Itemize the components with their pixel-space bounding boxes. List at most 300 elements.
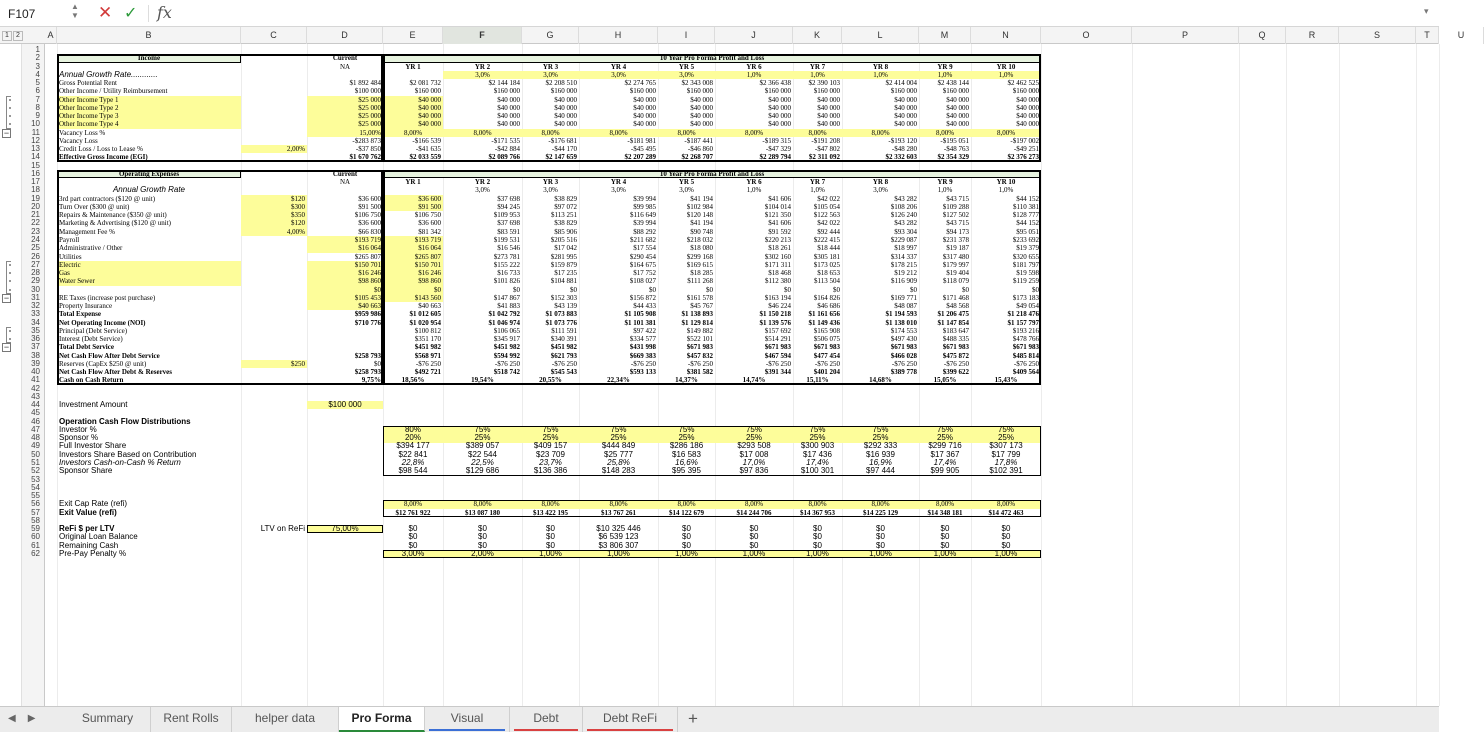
row-header[interactable]: 58: [31, 515, 40, 525]
year-value[interactable]: -$76 250: [1013, 359, 1039, 368]
year-value[interactable]: 8,00%: [842, 129, 919, 137]
name-box-stepper-icon[interactable]: ▲ ▼: [71, 2, 79, 20]
year-value[interactable]: $91 500: [383, 203, 443, 211]
year-value[interactable]: $143 560: [383, 294, 443, 302]
year-value[interactable]: $109 288: [942, 202, 969, 211]
year-value[interactable]: $173 025: [813, 260, 840, 269]
refi-value[interactable]: $0: [408, 524, 418, 534]
year-value[interactable]: $101 826: [493, 277, 520, 286]
refi-value[interactable]: 1,00%: [658, 550, 715, 558]
tab-debt-refi[interactable]: [583, 707, 678, 732]
year-value[interactable]: $152 303: [550, 293, 577, 302]
refi-value[interactable]: $0: [478, 540, 487, 550]
year-value[interactable]: $40 000: [1016, 95, 1039, 104]
year-value[interactable]: $18 653: [817, 269, 840, 278]
distribution-value[interactable]: 25%: [919, 434, 971, 442]
year-value[interactable]: $104 881: [550, 277, 577, 286]
year-header[interactable]: YR 5: [678, 62, 695, 71]
distribution-value[interactable]: $25 777: [604, 449, 633, 459]
year-value[interactable]: $568 971: [414, 351, 441, 360]
year-value[interactable]: $2 332 603: [885, 153, 917, 162]
year-value[interactable]: $1 157 797: [1007, 318, 1039, 327]
year-header[interactable]: YR 8: [872, 62, 889, 71]
row-header[interactable]: 12: [31, 135, 40, 145]
year-value[interactable]: $231 378: [942, 235, 969, 244]
year-value[interactable]: $44 152: [1016, 219, 1039, 228]
distribution-value[interactable]: $148 283: [601, 466, 636, 476]
refi-value[interactable]: $0: [546, 532, 555, 542]
year-value[interactable]: 20,55%: [539, 376, 562, 385]
year-value[interactable]: -$49 251: [1013, 145, 1039, 154]
refi-value[interactable]: $6 539 123: [598, 532, 639, 542]
row-header[interactable]: 44: [31, 400, 40, 410]
row-label[interactable]: Credit Loss / Loss to Lease %: [59, 145, 143, 154]
distribution-value[interactable]: $300 903: [800, 441, 835, 451]
refi-value[interactable]: $0: [940, 532, 950, 542]
column-header-j[interactable]: J: [715, 27, 793, 44]
row-label[interactable]: Exit Cap Rate (refi): [59, 499, 128, 509]
year-value[interactable]: $671 983: [764, 343, 791, 352]
distribution-value[interactable]: 25%: [658, 434, 715, 442]
row-label[interactable]: Pre-Pay Penalty %: [59, 548, 127, 558]
year-value[interactable]: $40 000: [690, 112, 713, 121]
year-value[interactable]: $169 615: [686, 260, 713, 269]
exit-value[interactable]: 8,00%: [919, 500, 971, 508]
year-value[interactable]: $18 997: [894, 244, 917, 253]
row-label[interactable]: Turn Over ($300 @ unit): [59, 202, 130, 211]
distribution-value[interactable]: 75%: [658, 426, 715, 434]
year-value[interactable]: $593 133: [629, 368, 656, 377]
row-header[interactable]: 40: [31, 367, 40, 377]
year-value[interactable]: -$76 250: [687, 359, 713, 368]
current-value[interactable]: $106 750: [354, 211, 381, 220]
year-value[interactable]: $40 000: [690, 120, 713, 129]
column-header-b[interactable]: B: [57, 27, 241, 44]
outline-level-2-button[interactable]: 2: [13, 31, 23, 41]
year-value[interactable]: $302 160: [764, 252, 791, 261]
year-value[interactable]: 14,37%: [675, 376, 698, 385]
current-value[interactable]: $0: [374, 359, 381, 368]
row-header[interactable]: 29: [31, 276, 40, 286]
year-value[interactable]: -$166 539: [412, 136, 441, 145]
year-value[interactable]: $518 742: [493, 368, 520, 377]
row-header[interactable]: 17: [31, 177, 40, 187]
exit-value[interactable]: 8,00%: [522, 500, 579, 508]
year-value[interactable]: $351 170: [414, 335, 441, 344]
year-value[interactable]: $16 546: [497, 244, 520, 253]
year-value[interactable]: $163 194: [764, 293, 791, 302]
year-value[interactable]: $94 245: [497, 202, 520, 211]
distribution-value[interactable]: 75%: [971, 426, 1041, 434]
tab-debt[interactable]: [510, 707, 583, 732]
row-header[interactable]: 25: [31, 243, 40, 253]
year-value[interactable]: $621 793: [550, 351, 577, 360]
exit-value[interactable]: 8,00%: [793, 500, 842, 508]
row-header[interactable]: 15: [31, 160, 40, 170]
distribution-value[interactable]: 17,4%: [933, 458, 957, 467]
column-header-l[interactable]: L: [842, 27, 919, 44]
year-value[interactable]: $44 152: [1016, 194, 1039, 203]
year-value[interactable]: $165 908: [813, 326, 840, 335]
exit-value[interactable]: $13 422 195: [533, 508, 568, 517]
year-value[interactable]: $183 647: [942, 326, 969, 335]
growth-rate[interactable]: 3,0%: [522, 71, 579, 79]
year-value[interactable]: $2 033 559: [409, 153, 441, 162]
current-value[interactable]: $25 000: [307, 96, 383, 104]
year-value[interactable]: $40 000: [690, 95, 713, 104]
row-label[interactable]: ReFi $ per LTV: [59, 524, 115, 534]
year-header[interactable]: YR 4: [610, 62, 627, 71]
tab-summary[interactable]: [65, 707, 151, 732]
refi-value[interactable]: $10 325 446: [596, 524, 641, 534]
pro-forma-title[interactable]: 10 Year Pro Forma Profit and Loss: [659, 54, 765, 63]
exit-value[interactable]: 8,00%: [579, 500, 658, 508]
row-label[interactable]: Other Income Type 4: [57, 120, 241, 128]
year-value[interactable]: $466 028: [890, 351, 917, 360]
year-value[interactable]: $1 042 792: [488, 310, 520, 319]
row-label[interactable]: Repairs & Maintenance ($350 @ unit): [59, 211, 167, 220]
growth-rate[interactable]: 3,0%: [543, 186, 558, 195]
year-value[interactable]: $488 335: [942, 335, 969, 344]
row-label[interactable]: 3rd part contractors ($120 @ unit): [59, 194, 156, 203]
row-header[interactable]: 7: [35, 94, 40, 104]
row-label[interactable]: Net Cash Flow After Debt Service: [59, 351, 160, 360]
year-value[interactable]: $40 000: [554, 95, 577, 104]
year-value[interactable]: $40 000: [946, 103, 969, 112]
row-label[interactable]: Investors Cash-on-Cash % Return: [59, 458, 181, 467]
year-value[interactable]: $229 087: [890, 235, 917, 244]
year-value[interactable]: $669 383: [629, 351, 656, 360]
year-value[interactable]: $17 554: [633, 244, 656, 253]
current-value[interactable]: -$283 873: [352, 136, 381, 145]
year-value[interactable]: -$46 860: [687, 145, 713, 154]
refi-value[interactable]: $0: [813, 532, 822, 542]
growth-rate[interactable]: 1,0%: [998, 186, 1014, 195]
year-value[interactable]: $506 075: [813, 335, 840, 344]
year-value[interactable]: $2 144 184: [488, 79, 520, 88]
row-label[interactable]: Exit Value (refi): [59, 507, 117, 517]
year-value[interactable]: $1 012 605: [409, 310, 441, 319]
distribution-value[interactable]: 25%: [715, 434, 793, 442]
year-value[interactable]: $0: [962, 285, 969, 294]
year-value[interactable]: $160 000: [813, 87, 840, 96]
current-value[interactable]: $710 776: [354, 318, 381, 327]
year-value[interactable]: $19 187: [946, 244, 969, 253]
row-label[interactable]: Net Cash Flow After Debt & Reserves: [59, 368, 173, 377]
year-value[interactable]: $205 516: [550, 235, 577, 244]
year-value[interactable]: $17 042: [554, 244, 577, 253]
exit-value[interactable]: $14 225 129: [863, 508, 898, 517]
current-value[interactable]: $258 793: [354, 368, 381, 377]
row-label[interactable]: Effective Gross Income (EGI): [59, 153, 148, 162]
row-header[interactable]: 5: [35, 78, 40, 88]
exit-value[interactable]: $14 348 181: [927, 508, 963, 517]
row-label[interactable]: Sponsor %: [59, 433, 99, 443]
row-header[interactable]: 36: [31, 334, 40, 344]
row-header[interactable]: 30: [31, 284, 40, 294]
year-value[interactable]: $0: [833, 285, 840, 294]
year-value[interactable]: $38 829: [554, 219, 577, 228]
year-value[interactable]: $44 433: [633, 302, 656, 311]
year-value[interactable]: $46 224: [768, 302, 791, 311]
year-value[interactable]: $126 240: [890, 211, 917, 220]
growth-rate[interactable]: 1,0%: [971, 71, 1041, 79]
growth-rate[interactable]: 3,0%: [611, 186, 626, 195]
year-value[interactable]: $40 000: [690, 103, 713, 112]
year-value[interactable]: $120 148: [686, 211, 713, 220]
year-value[interactable]: $2 438 144: [937, 79, 969, 88]
outline-level-1-button[interactable]: 1: [2, 31, 12, 41]
year-value[interactable]: $46 686: [817, 302, 840, 311]
year-value[interactable]: $160 000: [414, 87, 441, 96]
growth-rate[interactable]: 1,0%: [746, 186, 762, 195]
column-header-a[interactable]: A: [45, 27, 57, 44]
year-value[interactable]: $497 430: [890, 335, 917, 344]
row-header[interactable]: 39: [31, 358, 40, 368]
tab-pro-forma[interactable]: [339, 707, 425, 732]
year-value[interactable]: $156 872: [629, 293, 656, 302]
year-value[interactable]: $160 000: [493, 87, 520, 96]
year-value[interactable]: $95 051: [1016, 227, 1039, 236]
year-value[interactable]: $2 207 289: [624, 153, 656, 162]
distribution-value[interactable]: $22 544: [468, 449, 497, 459]
year-value[interactable]: $164 826: [813, 293, 840, 302]
current-value[interactable]: $1 892 484: [349, 79, 381, 88]
distribution-value[interactable]: $293 508: [737, 441, 771, 451]
year-value[interactable]: 8,00%: [383, 129, 443, 137]
refi-value[interactable]: $0: [813, 524, 822, 534]
year-value[interactable]: $121 350: [764, 211, 791, 220]
year-value[interactable]: 8,00%: [658, 129, 715, 137]
year-value[interactable]: $43 282: [894, 219, 917, 228]
current-value[interactable]: $98 860: [307, 277, 383, 285]
distribution-value[interactable]: 80%: [383, 426, 443, 434]
row-header[interactable]: 57: [31, 507, 40, 517]
year-value[interactable]: $594 992: [493, 351, 520, 360]
row-header[interactable]: 4: [35, 69, 40, 79]
year-value[interactable]: $91 592: [768, 227, 791, 236]
year-value[interactable]: $1 138 893: [681, 310, 713, 319]
refi-value[interactable]: $0: [749, 532, 759, 542]
year-value[interactable]: $40 000: [946, 120, 969, 129]
distribution-value[interactable]: 75%: [522, 426, 579, 434]
row-header[interactable]: 61: [31, 540, 40, 550]
refi-value[interactable]: $0: [940, 524, 950, 534]
input-cell[interactable]: $300: [241, 203, 307, 211]
year-value[interactable]: $340 391: [550, 335, 577, 344]
row-header[interactable]: 24: [31, 234, 40, 244]
row-header[interactable]: 18: [31, 185, 40, 195]
year-value[interactable]: $1 161 656: [808, 310, 840, 319]
year-value[interactable]: $40 000: [768, 120, 791, 129]
refi-value[interactable]: 1,00%: [971, 550, 1041, 558]
year-value[interactable]: $109 953: [493, 211, 520, 220]
refi-value[interactable]: $0: [876, 524, 885, 534]
year-value[interactable]: $0: [706, 285, 713, 294]
year-value[interactable]: $1 073 883: [545, 310, 577, 319]
row-header[interactable]: 6: [35, 86, 40, 96]
year-value[interactable]: $2 147 659: [545, 153, 577, 162]
year-value[interactable]: $41 194: [690, 219, 713, 228]
year-header[interactable]: YR 8: [872, 178, 889, 187]
year-value[interactable]: -$76 250: [551, 359, 577, 368]
year-value[interactable]: $102 984: [686, 202, 713, 211]
row-header[interactable]: 54: [31, 482, 40, 492]
refi-value[interactable]: $0: [1001, 532, 1011, 542]
row-header[interactable]: 31: [31, 292, 40, 302]
row-header[interactable]: 33: [31, 309, 40, 319]
year-value[interactable]: $40 000: [817, 112, 840, 121]
growth-rate[interactable]: 1,0%: [919, 71, 971, 79]
year-value[interactable]: -$76 250: [415, 359, 441, 368]
year-value[interactable]: $116 909: [891, 277, 917, 286]
year-value[interactable]: $2 311 092: [808, 153, 840, 162]
row-label[interactable]: Other Income Type 2: [57, 104, 241, 112]
column-header-u[interactable]: U: [1439, 27, 1484, 44]
year-value[interactable]: -$189 315: [762, 136, 791, 145]
year-value[interactable]: $2 376 273: [1007, 153, 1039, 162]
column-header-q[interactable]: Q: [1239, 27, 1286, 44]
year-value[interactable]: $1 073 776: [545, 318, 577, 327]
current-value[interactable]: $25 000: [307, 104, 383, 112]
input-cell[interactable]: $350: [241, 211, 307, 219]
year-value[interactable]: $116 649: [630, 211, 656, 220]
row-header[interactable]: 55: [31, 491, 40, 501]
current-value[interactable]: $16 246: [307, 269, 383, 277]
year-header[interactable]: YR 3: [542, 62, 559, 71]
year-value[interactable]: $451 982: [414, 343, 441, 352]
distribution-value[interactable]: $17 367: [930, 449, 960, 459]
row-header[interactable]: 22: [31, 218, 40, 228]
year-value[interactable]: $48 568: [946, 302, 969, 311]
year-value[interactable]: $90 748: [690, 227, 713, 236]
year-value[interactable]: -$76 250: [943, 359, 969, 368]
row-label[interactable]: Other Income Type 1: [57, 96, 241, 104]
column-header-g[interactable]: G: [522, 27, 579, 44]
year-value[interactable]: $85 906: [554, 227, 577, 236]
year-value[interactable]: $37 698: [497, 219, 520, 228]
year-value[interactable]: $37 698: [497, 194, 520, 203]
tab-next-icon[interactable]: ▶: [27, 713, 48, 724]
year-value[interactable]: $19 404: [946, 269, 969, 278]
year-value[interactable]: $671 983: [813, 343, 840, 352]
column-header-f[interactable]: F: [443, 27, 522, 44]
exit-value[interactable]: $13 087 180: [465, 508, 500, 517]
year-value[interactable]: 8,00%: [715, 129, 793, 137]
year-value[interactable]: $97 422: [633, 326, 656, 335]
row-header[interactable]: 52: [31, 466, 40, 476]
year-value[interactable]: $160 000: [686, 87, 713, 96]
year-header[interactable]: YR 3: [542, 178, 559, 187]
year-value[interactable]: $290 454: [629, 252, 656, 261]
row-header[interactable]: 49: [31, 441, 40, 451]
year-value[interactable]: $99 985: [633, 202, 656, 211]
distribution-value[interactable]: $307 173: [989, 441, 1023, 451]
row-header[interactable]: 10: [31, 119, 40, 129]
row-header[interactable]: 53: [31, 474, 40, 484]
current-value[interactable]: $105 453: [307, 294, 383, 302]
current-value[interactable]: $1 670 762: [349, 153, 381, 162]
distribution-value[interactable]: $444 849: [601, 441, 636, 451]
year-value[interactable]: $40 000: [383, 104, 443, 112]
year-value[interactable]: $2 081 732: [409, 79, 441, 88]
current-value[interactable]: $66 830: [358, 227, 381, 236]
input-cell[interactable]: 4,00%: [241, 228, 307, 236]
row-header[interactable]: 38: [31, 350, 40, 360]
year-value[interactable]: $0: [570, 285, 577, 294]
investment-amount[interactable]: $100 000: [307, 401, 383, 409]
year-value[interactable]: $111 268: [687, 277, 713, 286]
year-value[interactable]: $164 675: [629, 260, 656, 269]
year-value[interactable]: $40 000: [633, 95, 656, 104]
year-value[interactable]: $41 194: [690, 194, 713, 203]
distribution-value[interactable]: 17,0%: [742, 458, 766, 467]
year-value[interactable]: $671 983: [686, 343, 713, 352]
refi-value[interactable]: $0: [478, 524, 487, 534]
year-value[interactable]: $18 261: [768, 244, 791, 253]
year-value[interactable]: $18 444: [817, 244, 840, 253]
row-header[interactable]: 19: [31, 193, 40, 203]
year-value[interactable]: $401 204: [813, 368, 840, 377]
row-header[interactable]: 41: [31, 375, 40, 385]
exit-value[interactable]: 8,00%: [443, 500, 522, 508]
row-header[interactable]: 60: [31, 532, 40, 542]
year-value[interactable]: $16 246: [383, 269, 443, 277]
year-value[interactable]: $1 020 954: [409, 318, 441, 327]
year-value[interactable]: 14,74%: [742, 376, 766, 385]
year-value[interactable]: 8,00%: [971, 129, 1041, 137]
refi-value[interactable]: 1,00%: [715, 550, 793, 558]
year-value[interactable]: $40 000: [497, 120, 520, 129]
row-header[interactable]: 32: [31, 301, 40, 311]
year-value[interactable]: $0: [1032, 285, 1039, 294]
exit-value[interactable]: 8,00%: [715, 500, 793, 508]
growth-rate[interactable]: 1,0%: [842, 71, 919, 79]
distribution-value[interactable]: $98 544: [398, 466, 428, 476]
ltv-label[interactable]: LTV on ReFi: [260, 524, 305, 534]
row-header[interactable]: 48: [31, 433, 40, 443]
distribution-value[interactable]: $23 709: [536, 449, 565, 459]
row-label[interactable]: Electric: [57, 261, 241, 269]
year-value[interactable]: -$76 250: [891, 359, 917, 368]
exit-value[interactable]: $14 244 706: [736, 508, 772, 517]
year-value[interactable]: -$193 120: [888, 136, 917, 145]
year-value[interactable]: $39 994: [633, 219, 656, 228]
year-header[interactable]: YR 4: [610, 178, 627, 187]
row-label[interactable]: Sponsor Share: [59, 466, 113, 476]
collapse-group-icon[interactable]: −: [3, 342, 10, 353]
column-header-d[interactable]: D: [307, 27, 383, 44]
distribution-value[interactable]: $292 333: [863, 441, 898, 451]
collapse-group-icon[interactable]: −: [3, 127, 10, 138]
year-value[interactable]: $40 000: [894, 103, 917, 112]
row-label[interactable]: Principal (Debt Service): [59, 326, 128, 335]
year-value[interactable]: $106 065: [493, 326, 520, 335]
refi-value[interactable]: $0: [876, 532, 885, 542]
year-value[interactable]: $40 000: [894, 120, 917, 129]
year-value[interactable]: $1 149 436: [808, 318, 840, 327]
growth-rate[interactable]: 3,0%: [579, 71, 658, 79]
year-value[interactable]: $174 553: [890, 326, 917, 335]
year-value[interactable]: -$191 208: [811, 136, 840, 145]
row-label[interactable]: Management Fee %: [59, 227, 115, 236]
distribution-value[interactable]: $17 436: [803, 449, 832, 459]
year-value[interactable]: $40 000: [554, 112, 577, 121]
year-value[interactable]: $160 000: [550, 87, 577, 96]
refi-value[interactable]: $0: [408, 532, 418, 542]
growth-rate[interactable]: 3,0%: [658, 71, 715, 79]
year-value[interactable]: $314 337: [890, 252, 917, 261]
